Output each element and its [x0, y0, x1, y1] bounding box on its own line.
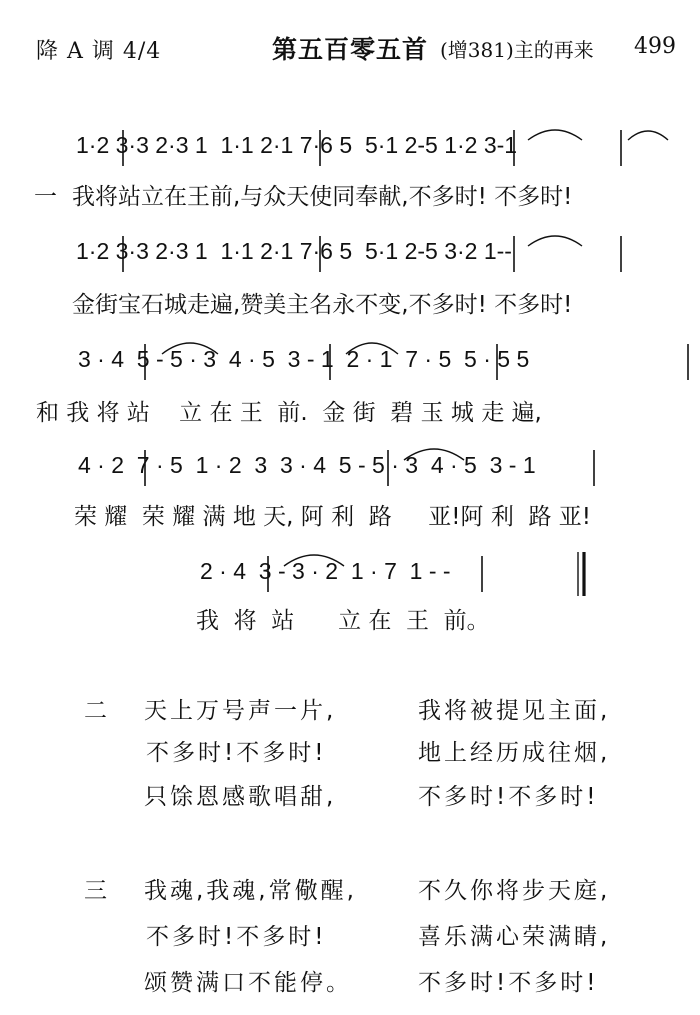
- verse-3-line-3a: 颂赞满口不能停。: [144, 970, 352, 996]
- lyric-text-3: 和 我 将 站 立 在 王 前. 金 街 碧 玉 城 走 遍,: [36, 400, 542, 426]
- notes-line-1: 1·2 3·3 2·3 1 1·1 2·1 7·6 5 5·1 2-5 1·2 3-1: [76, 132, 518, 158]
- verse-2-line-1a: 天上万号声一片,: [144, 698, 337, 724]
- verse-3-number: 三: [84, 878, 110, 904]
- lyric-text-1: 我将站立在王前,与众天使同奉献,不多时! 不多时!: [72, 184, 573, 210]
- notes-line-3: 3 · 4 5 - 5 · 3 4 · 5 3 - 1 2 · 1 7 · 5 5 · 5 5: [78, 346, 530, 372]
- lyric-text-4: 荣 耀 荣 耀 满 地 天, 阿 利 路 亚!阿 利 路 亚!: [74, 504, 591, 530]
- lyric-text-2: 金街宝石城走遍,赞美主名永不变,不多时! 不多时!: [72, 292, 573, 318]
- verse-2-line-1b: 我将被提见主面,: [418, 698, 611, 724]
- lyric-line-2: [0, 286, 700, 316]
- verse-2-line-3b: 不多时!不多时!: [418, 784, 599, 810]
- verse-3-line-2b: 喜乐满心荣满睛,: [418, 924, 611, 950]
- lyric-text-5: 我 将 站 立 在 王 前。: [196, 608, 490, 634]
- lyric-line-5: [0, 602, 700, 632]
- verse-2-line-2a: 不多时!不多时!: [146, 740, 327, 766]
- score-line-5: [0, 552, 700, 596]
- verse-3-line-3b: 不多时!不多时!: [418, 970, 599, 996]
- lyric-line-3: [0, 394, 700, 424]
- key-signature: 降 A 调 4/4: [36, 39, 162, 64]
- verse-3-line-1b: 不久你将步天庭,: [418, 878, 611, 904]
- verse-3-line-1a: 我魂,我魂,常儆醒,: [144, 878, 357, 904]
- hymn-title: 第五百零五首: [272, 35, 429, 64]
- score-line-3: [0, 340, 700, 384]
- notes-line-5: 2 · 4 3 - 3 · 2 1 · 7 1 - -: [200, 558, 451, 584]
- page-number: 499: [634, 34, 676, 59]
- score-line-4: [0, 446, 700, 490]
- page-header: [0, 34, 700, 74]
- lyric-line-4: [0, 498, 700, 528]
- lyric-line-1: [0, 178, 700, 208]
- verse-2-number: 二: [84, 698, 110, 724]
- notes-line-4: 4 · 2 7 · 5 1 · 2 3 3 · 4 5 - 5 · 3 4 · 5 3 - 1: [78, 452, 536, 478]
- verse-2-line-3a: 只馀恩感歌唱甜,: [144, 784, 337, 810]
- notes-line-2: 1·2 3·3 2·3 1 1·1 2·1 7·6 5 5·1 2-5 3·2 1--: [76, 238, 512, 264]
- verse-3-line-2a: 不多时!不多时!: [146, 924, 327, 950]
- verse-2-line-2b: 地上经历成往烟,: [418, 740, 611, 766]
- hymn-subtitle: (增381)主的再来: [440, 38, 594, 62]
- verse-number-1: 一: [34, 184, 57, 210]
- score-line-2: [0, 232, 700, 276]
- score-line-1: [0, 126, 700, 170]
